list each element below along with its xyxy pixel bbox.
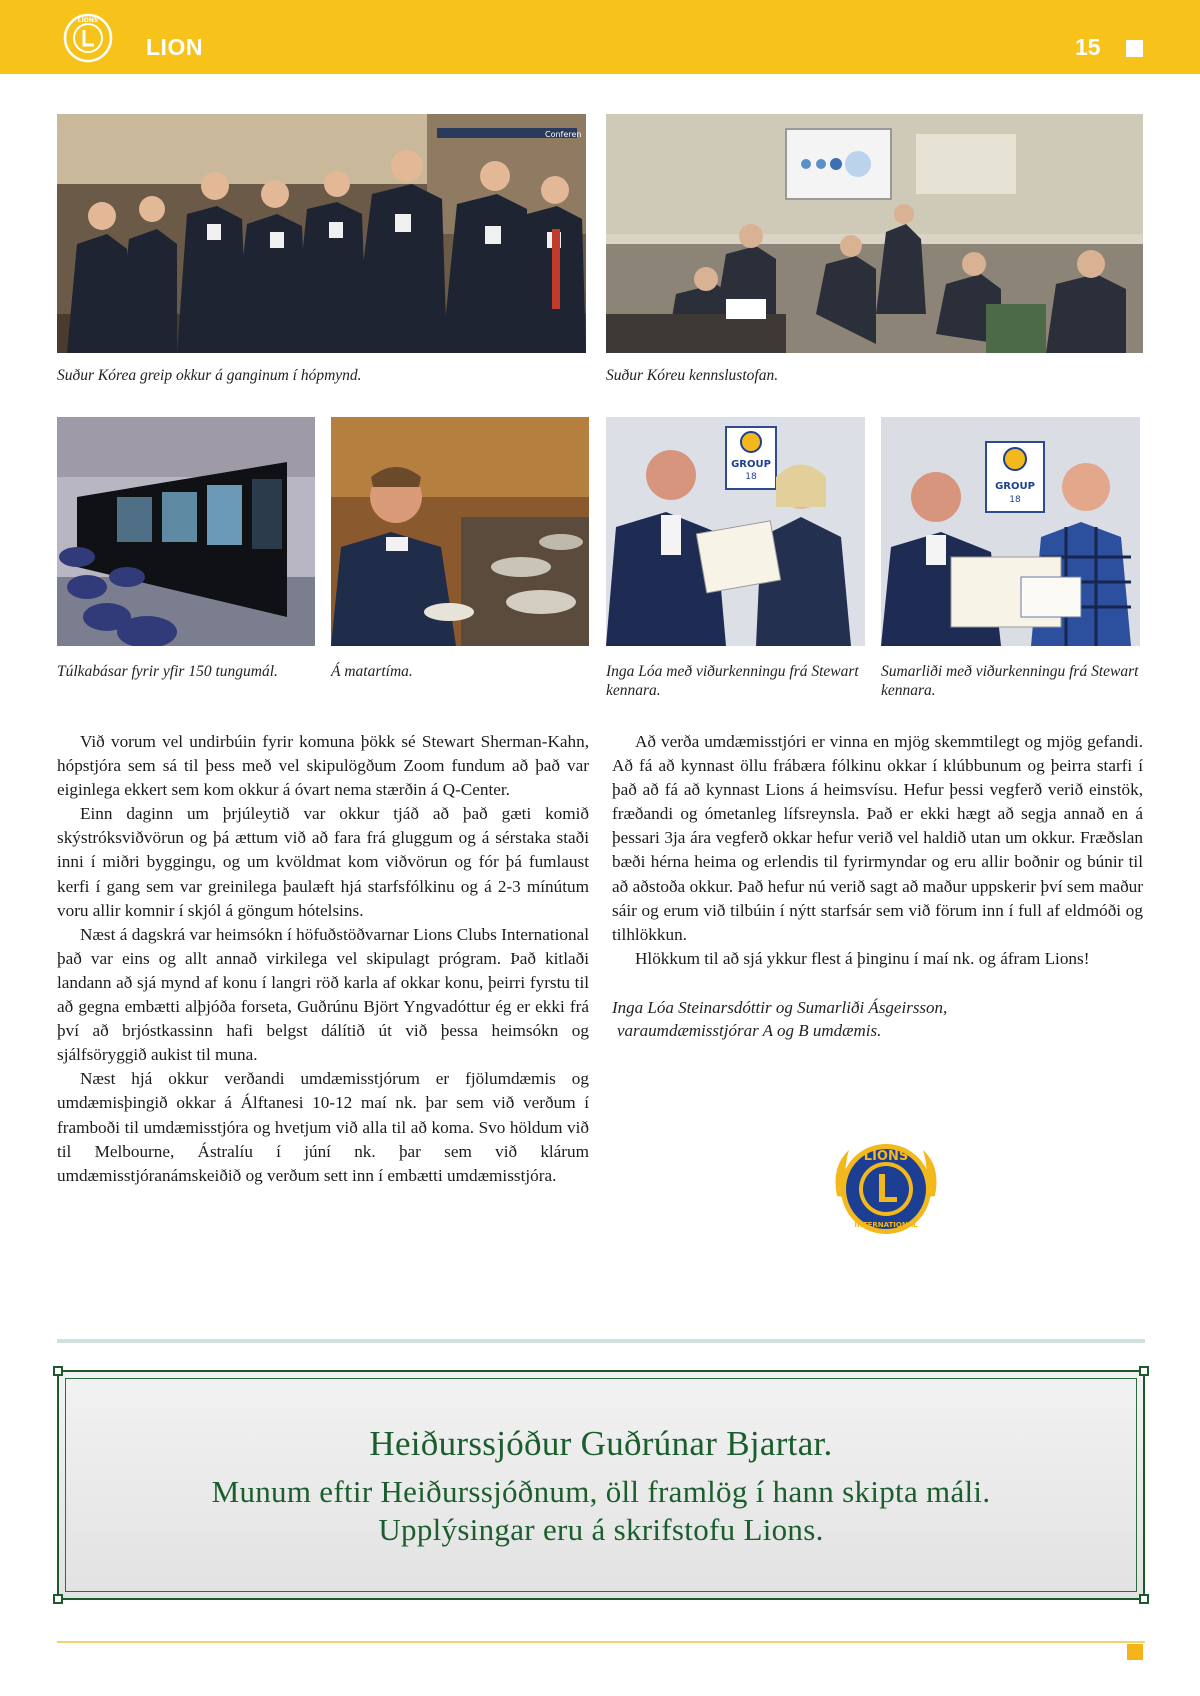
article-paragraph: Við vorum vel undirbúin fyrir komuna þökk sé Stewart Sherman-Kahn, hópstjóra sem sá til þess með vel skipulögðum Zoom fundum að það var eiginlega ekkert sem kom okkur á óvart nema stærðin á Q-Center. xyxy=(57,732,589,800)
svg-text:Conferen: Conferen xyxy=(545,130,582,139)
photo-caption: Túlkabásar fyrir yfir 150 tungumál. xyxy=(57,663,278,680)
honorary-fund-box xyxy=(57,1370,1145,1600)
article-paragraph: Næst hjá okkur verðandi umdæmisstjórum er fjölumdæmis og umdæmisþingið okkar á Álftanesi 10-12 maí nk. þar sem við verðum í framboði til umdæmisstjóra og hvetjum við alla til að koma. Svo höldum við til Melbourne, Ástralíu í júní nk. þar sem við klárum umdæmisstjóranámskeiðið og verðum sett inn í embætti umdæmisstjóra. xyxy=(57,1069,589,1185)
page-number: 15 xyxy=(1075,34,1101,60)
photo-interpreter-booths xyxy=(57,417,315,646)
article-paragraph: Næst á dagskrá var heimsókn í höfuðstöðvarnar Lions Clubs International það var eins og allt annað virkilega vel skipulagt prógram. Það kitlaði landann að sjá mynd af konu í langri röð karla af okkar konu, þeirri fyrstu til að gegna embætti alþjóða forseta, Guðrúnu Björt Yngvadóttur ég er ekki frá því að brjóstkassinn hafi belgst dálítið út við þessa heimsókn og sjálfsöryggið aukist til muna. xyxy=(57,924,589,1065)
fund-box-corner xyxy=(53,1594,63,1604)
photo-sumarlidi-award xyxy=(881,417,1140,646)
svg-text:INTERNATIONAL: INTERNATIONAL xyxy=(854,1221,918,1229)
lions-emblem-icon xyxy=(63,13,113,63)
photo-korea-classroom xyxy=(606,114,1143,353)
fund-title: Heiðurssjóður Guðrúnar Bjartar. xyxy=(369,1424,833,1463)
photo-korea-group xyxy=(57,114,586,353)
footer-rule xyxy=(57,1641,1145,1643)
article-left-column xyxy=(57,730,589,1188)
fund-text-line: Munum eftir Heiðurssjóðnum, öll framlög í hann skipta máli. xyxy=(211,1474,991,1509)
photo-caption: Suður Kóreu kennslustofan. xyxy=(606,367,779,384)
divider-rule xyxy=(57,1339,1145,1343)
article-paragraph: Hlökkum til að sjá ykkur flest á þinginu í maí nk. og áfram Lions! xyxy=(635,948,1090,968)
svg-text:GROUP: GROUP xyxy=(995,481,1035,492)
fund-box-corner xyxy=(1139,1594,1149,1604)
fund-box-corner xyxy=(1139,1366,1149,1376)
svg-text:LIONS: LIONS xyxy=(863,1149,909,1164)
svg-text:18: 18 xyxy=(745,472,757,482)
page-header xyxy=(0,0,1200,74)
photo-mealtime xyxy=(331,417,589,646)
fund-text-line: Upplýsingar eru á skrifstofu Lions. xyxy=(378,1512,824,1547)
article-signature xyxy=(612,997,1143,1042)
lions-international-logo xyxy=(829,1136,943,1242)
svg-text:GROUP: GROUP xyxy=(731,459,771,470)
svg-text:LIONS: LIONS xyxy=(77,17,99,24)
photo-caption: Suður Kórea greip okkur á ganginum í hópmynd. xyxy=(57,367,362,384)
photo-caption: Inga Lóa með viðurkenningu frá Stewart kennara. xyxy=(606,663,859,699)
signature-names: Inga Lóa Steinarsdóttir og Sumarliði Ásgeirsson, xyxy=(612,998,948,1017)
header-square-mark xyxy=(1126,40,1143,57)
photo-caption: Á matartíma. xyxy=(331,663,413,680)
article-paragraph: Að verða umdæmisstjóri er vinna en mjög skemmtilegt og mjög gefandi. Að fá að kynnast öllu frábæra fólkinu okkar í klúbbunum og þeirra starfi í það að fá að kynnast Lions á heimsvísu. Hefur þessi vegferð verið einstök, fræðandi og ómetanleg lífsreynsla. Það er ekki hægt að segja annað en á þessari 3ja ára vegferð okkar hefur verið vel haldið utan um okkur. Fræðslan bæði hérna heima og erlendis til fyrirmyndar og eru allir boðnir og búnir til að aðstoða okkur. Það hefur nú verið sagt að maður uppskerir því sem maður sáir og erum við tilbúin í nýtt starfsár sem við förum inn í full af eldmóði og tilhlökkun. xyxy=(612,732,1143,944)
magazine-title: LION xyxy=(146,34,203,60)
photo-inga-loa-award xyxy=(606,417,865,646)
signature-roles: varaumdæmisstjórar A og B umdæmis. xyxy=(617,1020,882,1040)
fund-box-corner xyxy=(53,1366,63,1376)
photo-caption: Sumarliði með viðurkenningu frá Stewart kennara. xyxy=(881,663,1139,699)
footer-square-mark xyxy=(1127,1644,1143,1660)
svg-text:18: 18 xyxy=(1009,495,1021,505)
article-right-column xyxy=(612,730,1143,971)
article-paragraph: Einn daginn um þrjúleytið var okkur tjáð að það gæti komið skýstróksviðvörun og þá ættum við að fara frá gluggum og á sérstaka staði inni í miðri byggingu, og um kvöldmat kom viðvörun og fór þá fumlaust kerfi í gang sem var greinilega þaulæft hjá starfsfólkinu og á 2-3 mínútum voru allir komnir í skjól á göngum hótelsins. xyxy=(57,804,589,920)
